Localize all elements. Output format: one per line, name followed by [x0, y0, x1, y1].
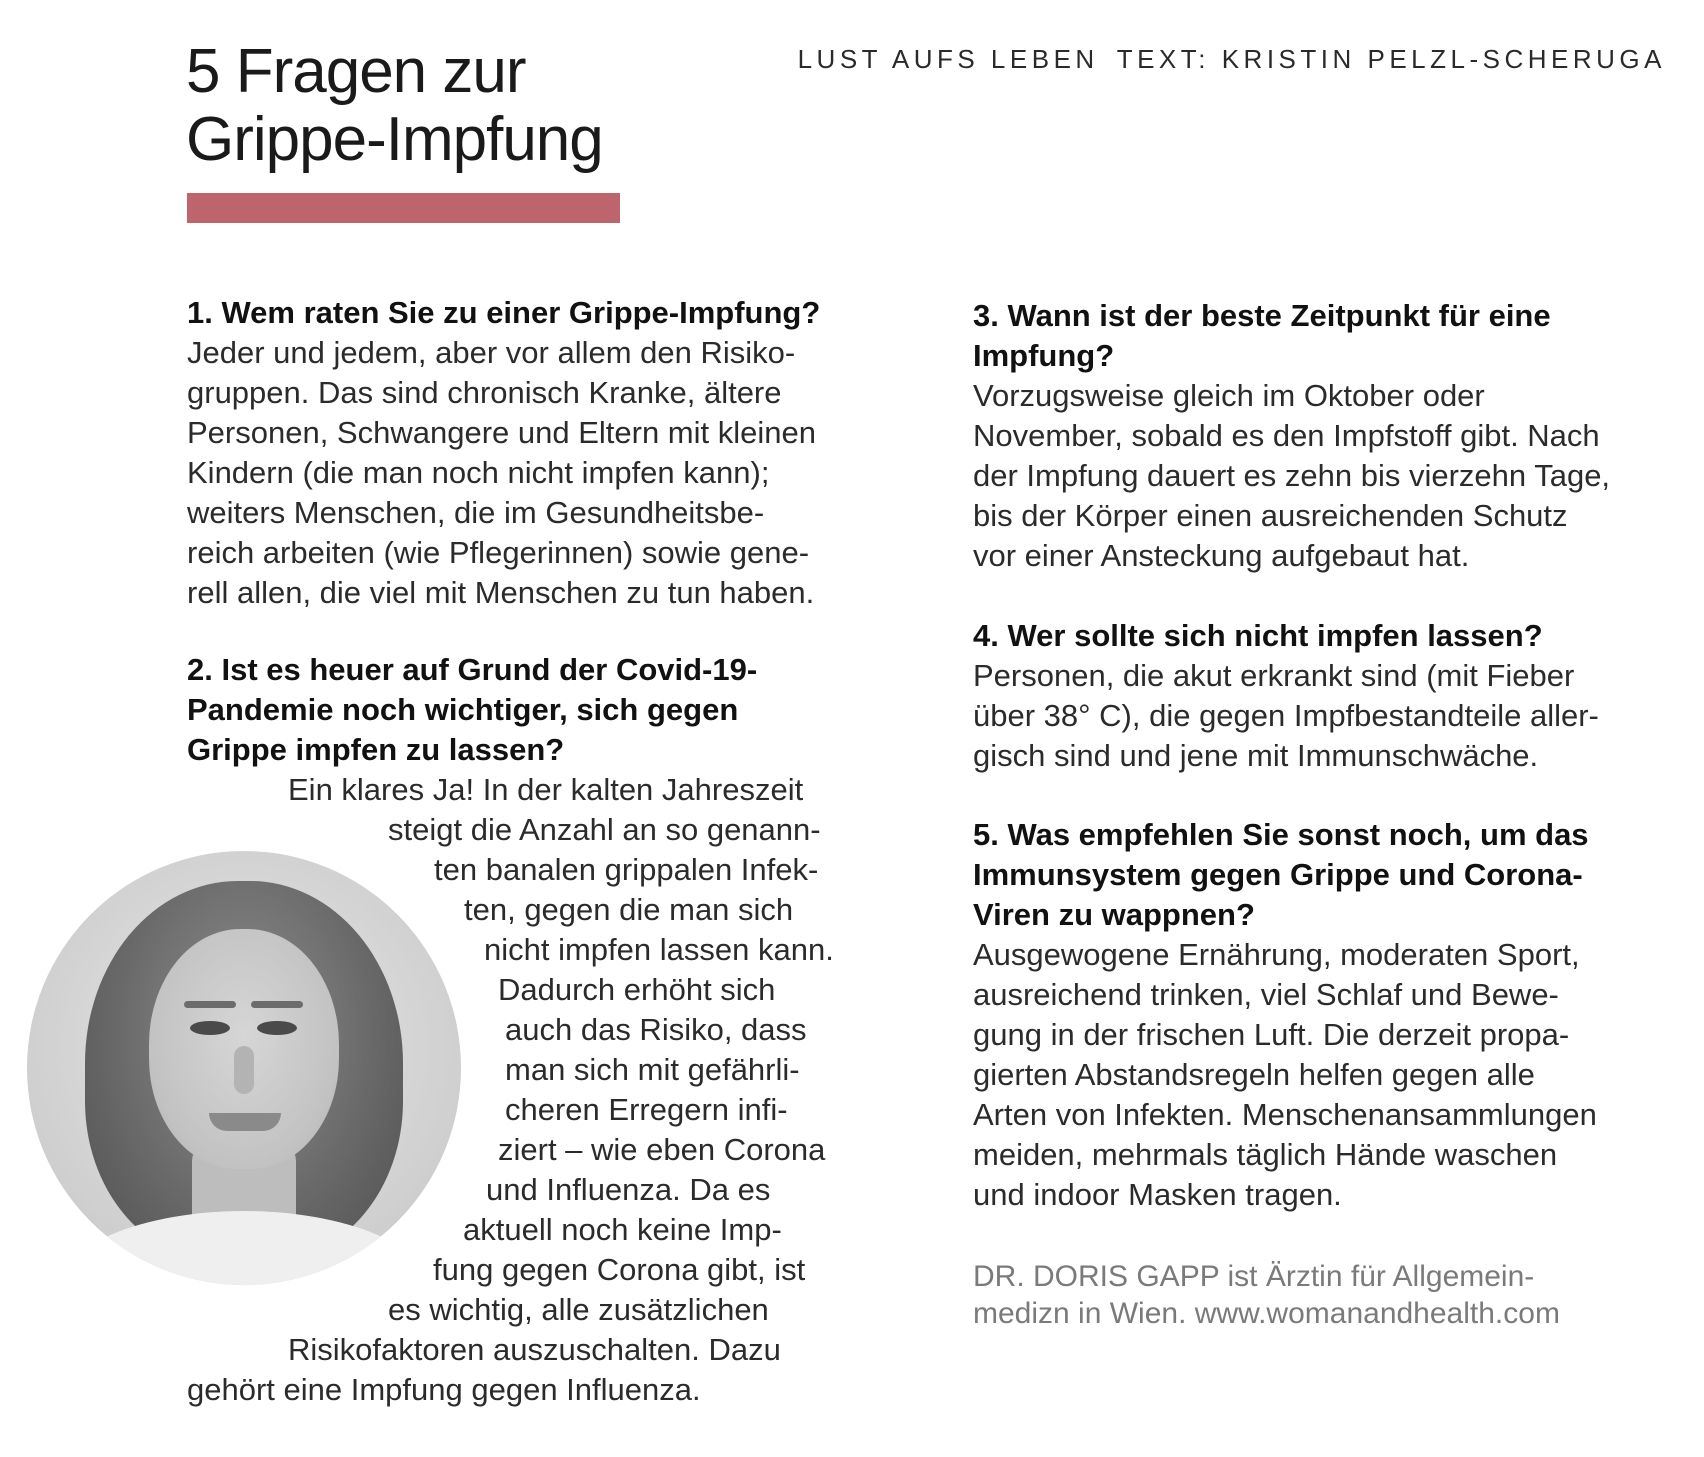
title-line: 5 Fragen zur — [186, 37, 526, 106]
answer-line: bis der Körper einen ausreichenden Schutz — [973, 498, 1568, 533]
answer-line: Ein klares Ja! In der kalten Jahreszeit — [288, 772, 804, 807]
answer-line: ziert – wie eben Corona — [498, 1132, 826, 1167]
answer-line: cheren Erregern infi- — [505, 1092, 788, 1127]
answer-line: ten banalen grippalen Infek- — [434, 852, 819, 887]
doctor-portrait-photo — [27, 851, 461, 1285]
kicker-section: LUST AUFS LEBEN — [797, 44, 1099, 74]
answer-4 — [973, 656, 1599, 776]
answer-line: gisch sind und jene mit Immunschwäche. — [973, 738, 1539, 773]
question-line: Impfung? — [973, 338, 1115, 373]
question-line: Viren zu wappnen? — [973, 897, 1255, 932]
author-bio — [973, 1258, 1560, 1332]
answer-line: der Impfung dauert es zehn bis vierzehn Tage, — [973, 458, 1611, 493]
question-2 — [187, 650, 757, 770]
answer-1 — [187, 333, 816, 613]
answer-line: November, sobald es den Impfstoff gibt. Nach — [973, 418, 1600, 453]
answer-line: Jeder und jedem, aber vor allem den Risiko- — [187, 335, 796, 370]
answer-line: rell allen, die viel mit Menschen zu tun haben. — [187, 575, 815, 610]
answer-line: weiters Menschen, die im Gesundheitsbe- — [187, 495, 765, 530]
question-line: 2. Ist es heuer auf Grund der Covid-19- — [187, 652, 758, 687]
question-line: Immunsystem gegen Grippe und Corona- — [973, 857, 1583, 892]
answer-line: gierten Abstandsregeln helfen gegen alle — [973, 1057, 1535, 1092]
answer-line: Arten von Infekten. Menschenansammlungen — [973, 1097, 1597, 1132]
article-title — [186, 38, 603, 174]
answer-line: Vorzugsweise gleich im Oktober oder — [973, 378, 1485, 413]
answer-line: und indoor Masken tragen. — [973, 1177, 1342, 1212]
title-line: Grippe-Impfung — [186, 105, 603, 174]
answer-line: Ausgewogene Ernährung, moderaten Sport, — [973, 937, 1580, 972]
answer-line: fung gegen Corona gibt, ist — [433, 1252, 806, 1287]
question-1: 1. Wem raten Sie zu einer Grippe-Impfung? — [187, 295, 821, 330]
answer-line: auch das Risiko, dass — [505, 1012, 807, 1047]
answer-line: reich arbeiten (wie Pflegerinnen) sowie gene- — [187, 535, 810, 570]
answer-line: gruppen. Das sind chronisch Kranke, ältere — [187, 375, 782, 410]
question-line: 5. Was empfehlen Sie sonst noch, um das — [973, 817, 1589, 852]
answer-line: Kindern (die man noch nicht impfen kann); — [187, 455, 770, 490]
bio-line: DR. DORIS GAPP ist Ärztin für Allgemein- — [973, 1260, 1535, 1293]
answer-line: steigt die Anzahl an so genann- — [388, 812, 821, 847]
question-4: 4. Wer sollte sich nicht impfen lassen? — [973, 618, 1543, 653]
kicker-author: TEXT: KRISTIN PELZL-SCHERUGA — [1116, 44, 1666, 74]
answer-line: über 38° C), die gegen Impfbestandteile aller- — [973, 698, 1599, 733]
answer-line: ausreichend trinken, viel Schlaf und Bewe- — [973, 977, 1559, 1012]
bio-line: medizn in Wien. www.womanandhealth.com — [973, 1297, 1560, 1330]
answer-3 — [973, 376, 1610, 576]
question-5 — [973, 815, 1589, 935]
answer-line: man sich mit gefährli- — [505, 1052, 800, 1087]
question-3 — [973, 296, 1551, 376]
answer-line: es wichtig, alle zusätzlichen — [388, 1292, 769, 1327]
answer-line: meiden, mehrmals täglich Hände waschen — [973, 1137, 1558, 1172]
answer-line: nicht impfen lassen kann. — [484, 932, 834, 967]
answer-line: Personen, Schwangere und Eltern mit kleinen — [187, 415, 816, 450]
answer-line: Dadurch erhöht sich — [498, 972, 776, 1007]
answer-line: gung in der frischen Luft. Die derzeit propa- — [973, 1017, 1570, 1052]
answer-5 — [973, 935, 1597, 1215]
answer-line: vor einer Ansteckung aufgebaut hat. — [973, 538, 1470, 573]
title-accent-bar — [187, 193, 620, 223]
answer-line: und Influenza. Da es — [486, 1172, 771, 1207]
question-line: Pandemie noch wichtiger, sich gegen — [187, 692, 739, 727]
answer-line: aktuell noch keine Imp- — [463, 1212, 782, 1247]
kicker — [798, 44, 1666, 75]
answer-line: Risikofaktoren auszuschalten. Dazu — [288, 1332, 781, 1367]
answer-line: gehört eine Impfung gegen Influenza. — [187, 1372, 701, 1407]
answer-line: ten, gegen die man sich — [464, 892, 794, 927]
answer-line: Personen, die akut erkrankt sind (mit Fieber — [973, 658, 1575, 693]
question-line: Grippe impfen zu lassen? — [187, 732, 565, 767]
question-line: 3. Wann ist der beste Zeitpunkt für eine — [973, 298, 1551, 333]
